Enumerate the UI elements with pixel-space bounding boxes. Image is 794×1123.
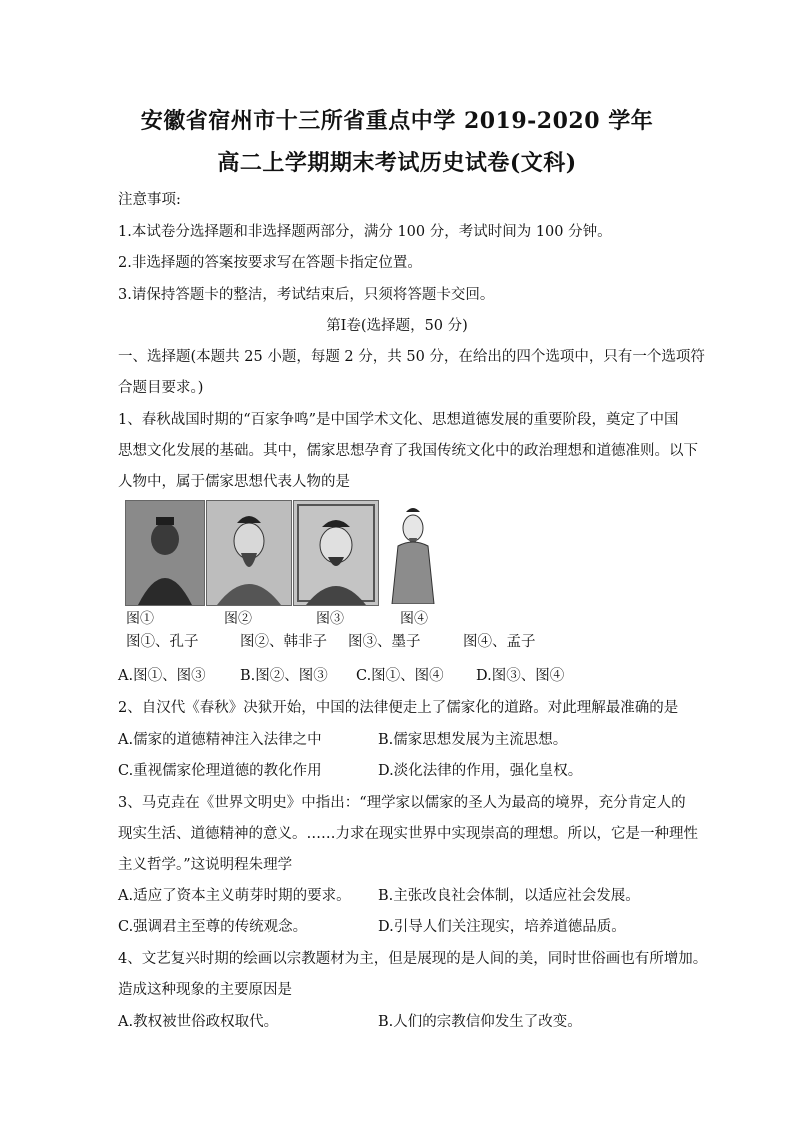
q2-stem: 2、自汉代《春秋》决狱开始，中国的法律便走上了儒家化的道路。对此理解最准确的是 bbox=[118, 700, 679, 716]
notes-heading: 注意事项: bbox=[118, 192, 181, 208]
q2-option-c: C.重视儒家伦理道德的教化作用 bbox=[118, 763, 322, 779]
note-item-3: 3.请保持答题卡的整洁，考试结束后，只须将答题卡交回。 bbox=[118, 287, 495, 303]
q3-option-d: D.引导人们关注现实，培养道德品质。 bbox=[378, 919, 626, 935]
q4-option-a: A.教权被世俗政权取代。 bbox=[118, 1014, 279, 1030]
q3-stem-line2: 现实生活、道德精神的意义。……力求在现实世界中实现崇高的理想。所以，它是一种理性 bbox=[118, 826, 698, 842]
figure-label-2: 图② bbox=[224, 611, 252, 627]
q3-stem-line1: 3、马克垚在《世界文明史》中指出：“理学家以儒家的圣人为最高的境界，充分肯定人的 bbox=[118, 795, 686, 811]
q1-stem-line2: 思想文化发展的基础。其中，儒家思想孕育了我国传统文化中的政治理想和道德准则。以下 bbox=[118, 443, 698, 459]
portrait-image-4 bbox=[382, 500, 444, 604]
q2-option-d: D.淡化法律的作用，强化皇权。 bbox=[378, 763, 583, 779]
q3-option-a: A.适应了资本主义萌芽时期的要求。 bbox=[118, 888, 351, 904]
note-item-2: 2.非选择题的答案按要求写在答题卡指定位置。 bbox=[118, 255, 422, 271]
section-intro-line1: 一、选择题(本题共 25 小题，每题 2 分，共 50 分，在给出的四个选项中，只有一个选项符 bbox=[118, 349, 705, 365]
q1-option-b: B.图②、图③ bbox=[240, 668, 328, 684]
q1-stem-line1: 1、春秋战国时期的“百家争鸣”是中国学术文化、思想道德发展的重要阶段，奠定了中国 bbox=[118, 412, 679, 428]
q4-option-b: B.人们的宗教信仰发生了改变。 bbox=[378, 1014, 582, 1030]
note-item-1: 1.本试卷分选择题和非选择题两部分，满分 100 分，考试时间为 100 分钟。 bbox=[118, 224, 612, 240]
q3-option-b: B.主张改良社会体制，以适应社会发展。 bbox=[378, 888, 640, 904]
q1-option-d: D.图③、图④ bbox=[476, 668, 565, 684]
portrait-image-1 bbox=[125, 500, 205, 606]
figure-legend-4: 图④、孟子 bbox=[463, 634, 536, 650]
figure-legend-3: 图③、墨子 bbox=[348, 634, 421, 650]
portrait-image-3 bbox=[293, 500, 379, 606]
portrait-image-2 bbox=[206, 500, 292, 606]
figure-label-1: 图① bbox=[126, 611, 154, 627]
figure-label-3: 图③ bbox=[316, 611, 344, 627]
exam-title-line1: 安徽省宿州市十三所省重点中学 2019-2020 学年 bbox=[140, 108, 654, 134]
exam-title-line2: 高二上学期期末考试历史试卷(文科) bbox=[217, 150, 577, 176]
figure-legend-1: 图①、孔子 bbox=[126, 634, 199, 650]
q3-stem-line3: 主义哲学。”这说明程朱理学 bbox=[118, 857, 293, 873]
q2-option-b: B.儒家思想发展为主流思想。 bbox=[378, 732, 568, 748]
q1-option-c: C.图①、图④ bbox=[356, 668, 444, 684]
q4-stem-line1: 4、文艺复兴时期的绘画以宗教题材为主，但是展现的是人间的美，同时世俗画也有所增加。 bbox=[118, 951, 708, 967]
figure-label-4: 图④ bbox=[400, 611, 428, 627]
q2-option-a: A.儒家的道德精神注入法律之中 bbox=[118, 732, 322, 748]
q3-option-c: C.强调君主至尊的传统观念。 bbox=[118, 919, 308, 935]
q1-option-a: A.图①、图③ bbox=[118, 668, 206, 684]
section-intro-line2: 合题目要求。) bbox=[118, 380, 204, 396]
q1-stem-line3: 人物中，属于儒家思想代表人物的是 bbox=[118, 474, 350, 490]
q4-stem-line2: 造成这种现象的主要原因是 bbox=[118, 982, 292, 998]
figure-legend-2: 图②、韩非子 bbox=[240, 634, 327, 650]
section-title: 第Ⅰ卷(选择题，50 分) bbox=[326, 318, 468, 334]
